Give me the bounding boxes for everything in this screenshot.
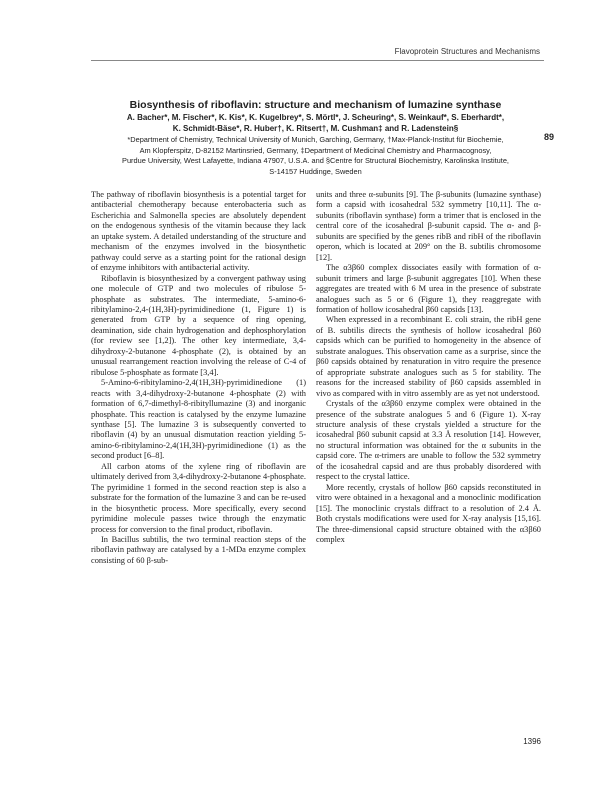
affiliation-line: Am Klopferspitz, D-82152 Martinsried, Germany, ‡Department of Medicinal Chemistry and Pharmacognosy, (139, 145, 492, 155)
affiliations (91, 135, 540, 177)
author-list (91, 112, 540, 134)
body-column-right (316, 190, 541, 545)
paragraph: More recently, crystals of hollow β60 capsids reconstituted in vitro were obtained in a hexagonal and a monoclinic modification [15]. The monoclinic crystals diffract to a resolution of 2.4 Å. Both crystals modifications were used for X-ray analysis [15,16]. The three-dimensional capsid structure obtained with the α3β60 complex (316, 482, 541, 544)
page-number: 1396 (523, 737, 541, 746)
paragraph: The pathway of riboflavin biosynthesis is a potential target for antibacterial chemotherapy because enterobacteria such as Escherichia and Salmonella species are absolutely dependent on the endogenous synthesis of the vitamin because they lack an uptake system. A detailed understanding of the structure and mechanism of the enzymes involved in the biosynthetic pathway could serve as a starting point for the rational design of enzyme inhibitors with antibacterial activity. (91, 190, 306, 273)
affiliation-line: *Department of Chemistry, Technical University of Munich, Garching, Germany, †Max-Planck-Institut für Biochemie, (127, 135, 504, 144)
body-column-left (91, 190, 306, 566)
paragraph: When expressed in a recombinant E. coli strain, the ribH gene of B. subtilis directs the synthesis of hollow icosahedral β60 capsids which can be purified to homogeneity in the absence of substrate analogues. This observation came as a surprise, since the β60 capsids obtained by renaturation in vitro require the presence of appropriate substrate analogues such as 5 for stability. The reasons for the increased stability of β60 capsids assembled in vivo as compared with in vitro assembly are as yet not understood. (316, 315, 541, 398)
paragraph: All carbon atoms of the xylene ring of riboflavin are ultimately derived from 3,4-dihydroxy-2-butanone 4-phosphate. The pyrimidine 1 formed in the second reaction step is also a substrate for the formation of the lumazine 3 and can be re-used in the biosynthetic process. More specifically, every second pyrimidine molecule passes twice through the enzymatic process for conversion to the final product, riboflavin. (91, 461, 306, 534)
paragraph: units and three α-subunits [9]. The β-subunits (lumazine synthase) form a capsid with icosahedral 532 symmetry [10,11]. The α-subunits (riboflavin synthase) form a trimer that is enclosed in the central core of the icosahedral β-subunit capsid. The α- and β-subunits are specified by the genes ribB and ribH of the riboflavin operon, which is located at 209° on the B. subtilis chromosome [12]. (316, 190, 541, 262)
page-marker: 89 (543, 132, 554, 142)
paragraph: Riboflavin is biosynthesized by a convergent pathway using one molecule of GTP and two molecules of ribulose 5-phosphate as substrates. The intermediate, 5-amino-6-ribitylamino-2,4-(1H,3H)-pyrimidinedione (1, Figure 1) is generated from GTP by a sequence of ring opening, deamination, side chain hydrogenation and dephosphorylation (for review see [1,2]). The other key intermediate, 3,4-dihydroxy-2-butanone 4-phosphate (2), is obtained by an unusual rearrangement reaction involving the release of C-4 of ribulose 5-phosphate as formate [3,4]. (91, 273, 306, 377)
affiliation-line: Purdue University, West Lafayette, Indiana 47907, U.S.A. and §Centre for Structural Biochemistry, Karolinska Institute, (122, 156, 509, 165)
header-rule (91, 60, 544, 61)
author-line: A. Bacher*, M. Fischer*, K. Kis*, K. Kugelbrey*, S. Mörtl*, J. Scheuring*, S. Weinkauf*, S. Eberhardt*, (126, 113, 505, 122)
affiliation-line: S-14157 Huddinge, Sweden (269, 166, 362, 176)
article-title: Biosynthesis of riboflavin: structure and mechanism of lumazine synthase (129, 99, 502, 111)
author-line: K. Schmidt-Bäse*, R. Huber†, K. Ritsert†, M. Cushman‡ and R. Ladenstein§ (172, 124, 459, 133)
paragraph: Crystals of the α3β60 enzyme complex were obtained in the presence of the substrate analogues 5 and 6 (Figure 1). X-ray structure analysis of these crystals yielded a structure for the icosahedral β60 subunit capsid at 3.3 Å resolution [14]. However, no structural information was obtained for the α subunits in the capsid core. The α-trimers are unable to follow the 532 symmetry of the icosahedral capsid and are thus probably disordered with respect to the crystal lattice. (316, 399, 541, 482)
paragraph: 5-Amino-6-ribitylamino-2,4(1H,3H)-pyrimidinedione (1) reacts with 3,4-dihydroxy-2-butanone 4-phosphate (2) with formation of 6,7-dimethyl-8-ribityllumazine (3) and inorganic phosphate. This reaction is catalysed by the enzyme lumazine synthase [5]. The lumazine 3 is subsequently converted to riboflavin (4) by an unusual dismutation reaction yielding 5-amino-6-ribitylamino-2,4(1H,3H)-pyrimidinedione (1) as the second product [6–8]. (91, 378, 306, 461)
paragraph: In Bacillus subtilis, the two terminal reaction steps of the riboflavin pathway are catalysed by a 1-MDa enzyme complex consisting of 60 β-sub- (91, 534, 306, 565)
paragraph: The α3β60 complex dissociates easily with formation of α-subunit trimers and large β-subunit aggregates [10]. When these aggregates are treated with 6 M urea in the presence of substrate analogues such as 5 or 6 (Figure 1), they reaggregate with formation of hollow icosahedral β60 capsids [13]. (316, 263, 541, 314)
running-head: Flavoprotein Structures and Mechanisms (394, 47, 540, 56)
